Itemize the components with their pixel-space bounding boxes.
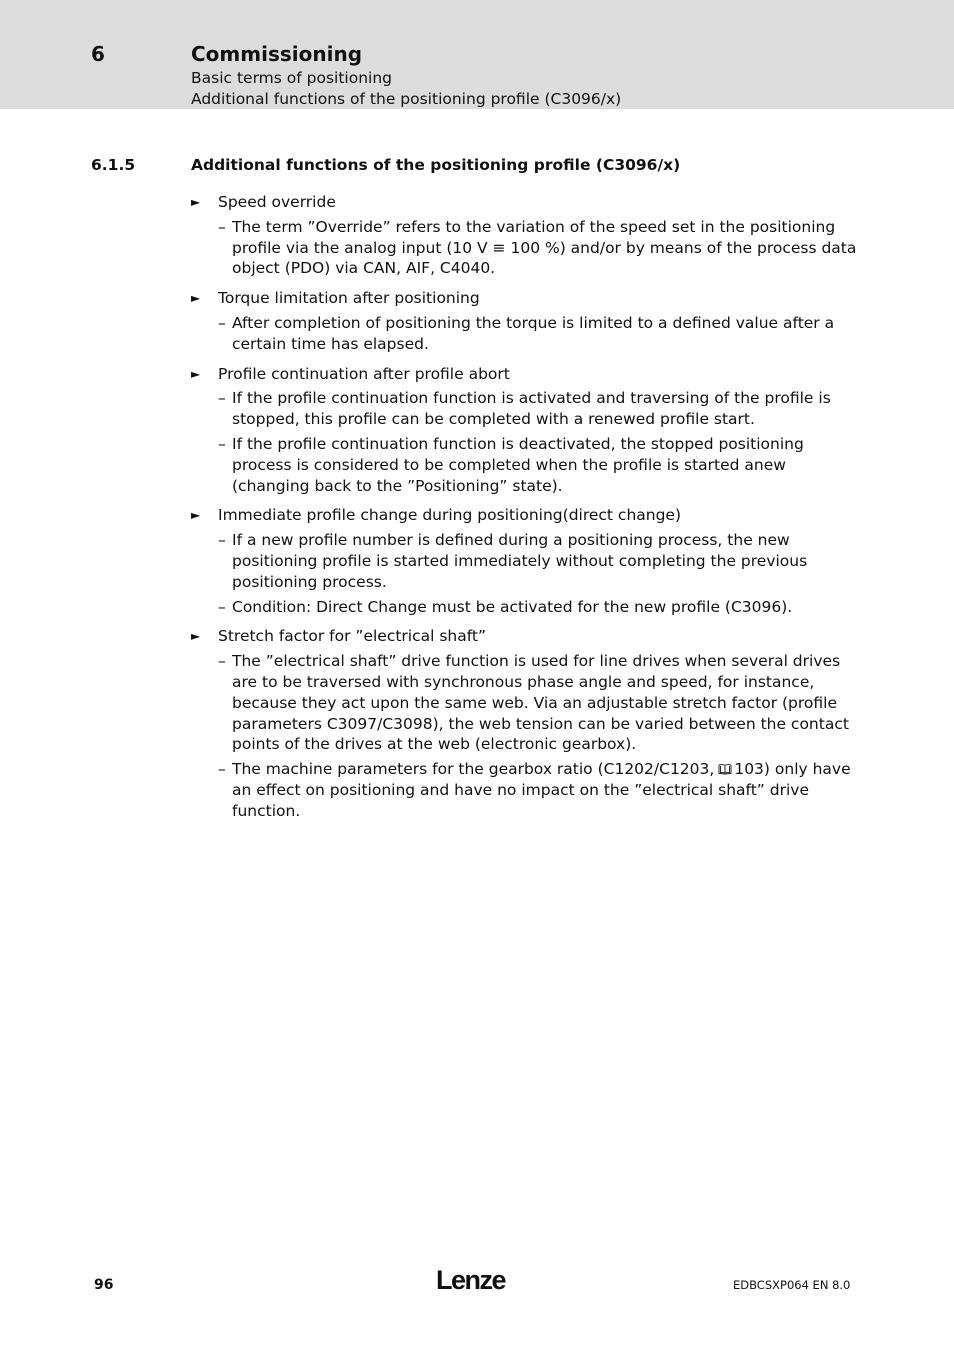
sub-item — [191, 651, 861, 755]
dash-marker: – — [218, 434, 226, 453]
dash-marker: – — [218, 652, 226, 671]
sub-item — [191, 530, 861, 592]
sub-item — [191, 388, 861, 430]
bullet-label: Immediate profile change during positioning(direct change) — [218, 506, 682, 525]
sub-item-text-continued: 103) only have an effect on positioning and have no impact on the ”electrical shaft” drive function. — [232, 760, 851, 820]
sub-item-text: If the profile continuation function is deactivated, the stopped positioning process is considered to be completed when the profile is started anew (changing back to the ”Positioning” state). — [232, 434, 804, 495]
sub-item — [191, 313, 861, 355]
breadcrumb-subsection: Additional functions of the positioning profile (C3096/x) — [191, 90, 622, 108]
sub-item — [191, 759, 861, 821]
lenze-logo: Lenze — [436, 1265, 506, 1295]
dash-marker: – — [218, 597, 226, 616]
book-icon — [718, 760, 732, 772]
page-number: 96 — [94, 1277, 114, 1293]
triangle-bullet-icon: ► — [191, 629, 201, 644]
section-title: Additional functions of the positioning profile (C3096/x) — [191, 156, 681, 174]
bullet-label: Torque limitation after positioning — [218, 289, 480, 308]
dash-marker: – — [218, 531, 226, 550]
dash-marker: – — [218, 217, 226, 236]
sub-item-text: The term ”Override” refers to the variation of the speed set in the positioning profile via the analog input (10 V ≡ 100 %) and/or by means of the process data object (PDO) via CAN, AIF, C4040. — [232, 217, 857, 278]
triangle-bullet-icon: ► — [191, 508, 201, 523]
sub-item — [191, 217, 861, 279]
sub-item-text: After completion of positioning the torque is limited to a defined value after a certain time has elapsed. — [232, 313, 835, 353]
dash-marker: – — [218, 313, 226, 332]
bullet-item — [191, 192, 861, 213]
sub-item-text: Condition: Direct Change must be activated for the new profile (C3096). — [232, 597, 793, 616]
breadcrumb-section: Basic terms of positioning — [191, 69, 393, 87]
bullet-label: Speed override — [218, 193, 336, 211]
sub-item-text: If the profile continuation function is activated and traversing of the profile is stopped, this profile can be completed with a renewed profile start. — [232, 389, 831, 429]
bullet-item — [191, 288, 861, 309]
section-number: 6.1.5 — [91, 156, 136, 174]
dash-marker: – — [218, 760, 226, 779]
bullet-item — [191, 505, 861, 526]
dash-marker: – — [218, 389, 226, 408]
bullet-label: Profile continuation after profile abort — [218, 364, 510, 383]
document-id: EDBCSXP064 EN 8.0 — [733, 1278, 851, 1292]
sub-item — [191, 434, 861, 496]
sub-item-text: The ”electrical shaft” drive function is used for line drives when several drives are to be traversed with synchronous phase angle and speed, for instance, because they act upon the same web. Via an adjustable stretch factor (profile parameters C3097/C3098), the web tension can be varied between the contact points of the drives at the web (electronic gearbox). — [232, 652, 849, 754]
bullet-item — [191, 626, 861, 647]
bullet-label: Stretch factor for ”electrical shaft” — [218, 627, 487, 646]
bullet-item — [191, 364, 861, 385]
chapter-title: Commissioning — [191, 42, 363, 66]
sub-item — [191, 597, 861, 618]
triangle-bullet-icon: ► — [191, 195, 201, 209]
sub-item-text: The machine parameters for the gearbox ratio (C1202/C1203, — [232, 760, 715, 779]
bullet-list — [191, 192, 861, 822]
chapter-number: 6 — [91, 42, 105, 66]
triangle-bullet-icon: ► — [191, 366, 201, 381]
sub-item-text: If a new profile number is defined during a positioning process, the new positioning profile is started immediately without completing the previous positioning process. — [232, 531, 808, 591]
triangle-bullet-icon: ► — [191, 291, 201, 306]
